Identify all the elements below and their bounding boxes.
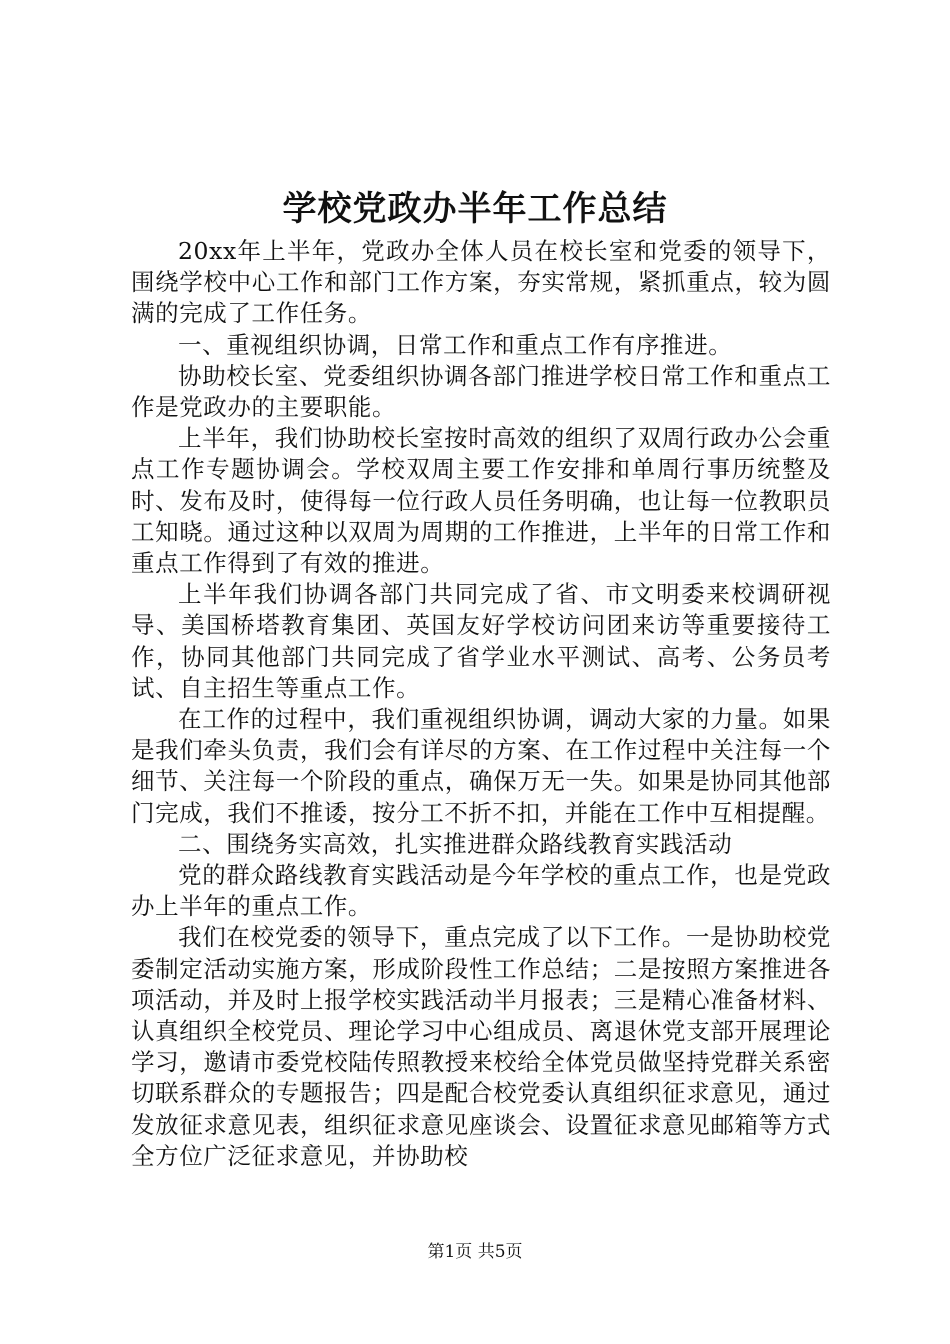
section-heading-2: 二、围绕务实高效，扎实推进群众路线教育实践活动 xyxy=(178,829,733,858)
paragraph: 上半年，我们协助校长室按时高效的组织了双周行政办公会重点工作专题协调会。学校双周主要工作安排和单周行事历统整及时、发布及时，使得每一位行政人员任务明确，也让每一位教职员工知晓。通过这种以双周为周期的工作推进，上半年的日常工作和重点工作得到了有效的推进。 xyxy=(131,424,831,578)
section-heading-1: 一、重视组织协调，日常工作和重点工作有序推进。 xyxy=(178,330,733,359)
paragraph: 上半年我们协调各部门共同完成了省、市文明委来校调研视导、美国桥塔教育集团、英国友好学校访问团来访等重要接待工作，协同其他部门共同完成了省学业水平测试、高考、公务员考试、自主招生等重点工作。 xyxy=(131,580,831,702)
paragraph: 在工作的过程中，我们重视组织协调，调动大家的力量。如果是我们牵头负责，我们会有详尽的方案、在工作过程中关注每一个细节、关注每一个阶段的重点，确保万无一失。如果是协同其他部门完成，我们不推诿，按分工不折不扣，并能在工作中互相提醒。 xyxy=(131,705,831,827)
document-title: 学校党政办半年工作总结 xyxy=(282,189,668,229)
document-body xyxy=(131,236,831,1172)
paragraph: 党的群众路线教育实践活动是今年学校的重点工作，也是党政办上半年的重点工作。 xyxy=(131,861,831,921)
paragraph-intro: 20xx年上半年，党政办全体人员在校长室和党委的领导下，围绕学校中心工作和部门工作方案，夯实常规，紧抓重点，较为圆满的完成了工作任务。 xyxy=(131,237,831,328)
paragraph: 协助校长室、党委组织协调各部门推进学校日常工作和重点工作是党政办的主要职能。 xyxy=(131,361,831,422)
paragraph: 我们在校党委的领导下，重点完成了以下工作。一是协助校党委制定活动实施方案，形成阶段性工作总结；二是按照方案推进各项活动，并及时上报学校实践活动半月报表；三是精心准备材料、认真组织全校党员、理论学习中心组成员、离退休党支部开展理论学习，邀请市委党校陆传照教授来校给全体党员做坚持党群关系密切联系群众的专题报告；四是配合校党委认真组织征求意见，通过发放征求意见表，组织征求意见座谈会、设置征求意见邮箱等方式全方位广泛征求意见，并协助校 xyxy=(131,923,831,1170)
page-number-footer: 第1页 共5页 xyxy=(427,1242,523,1262)
